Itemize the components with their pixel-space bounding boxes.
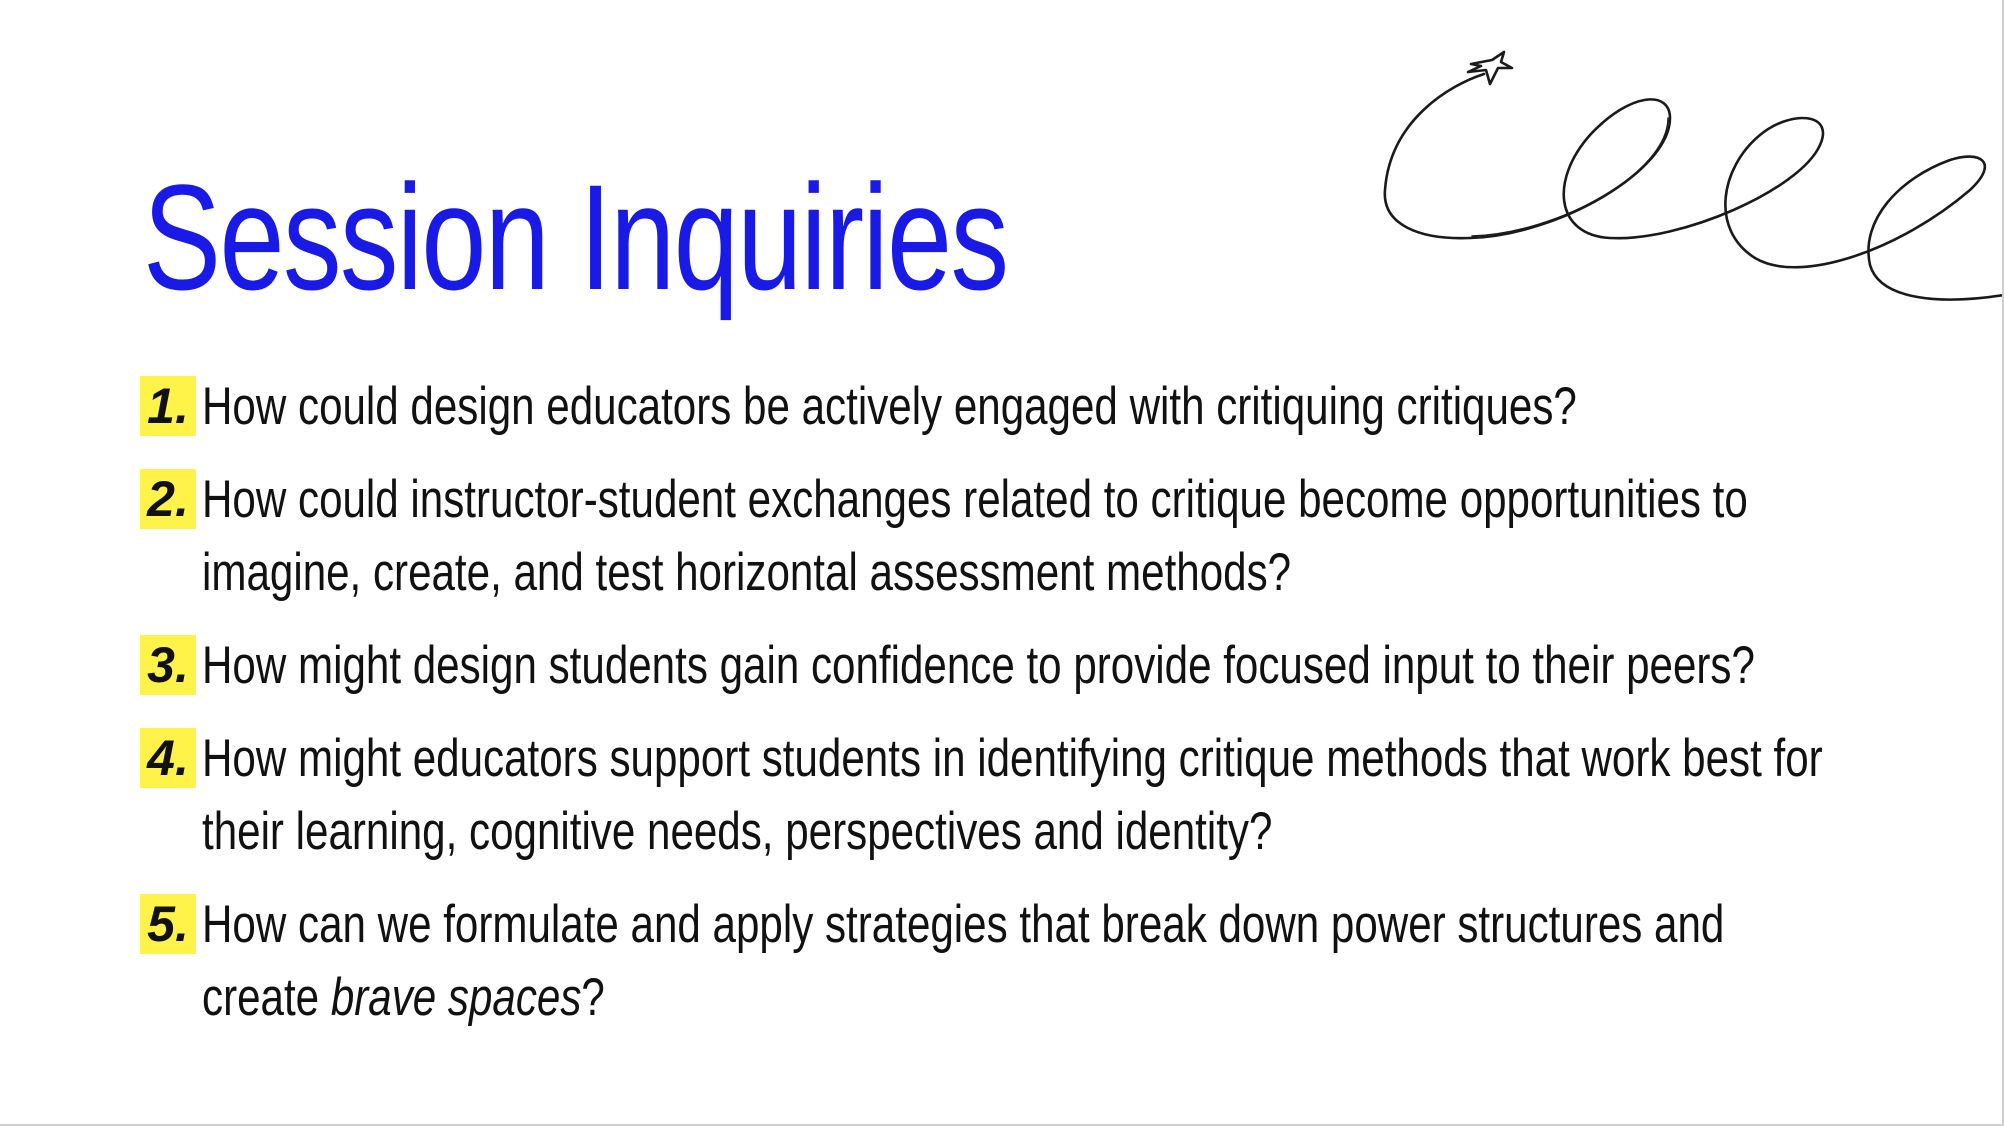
item-text-end: ? — [581, 968, 605, 1027]
item-text: How could instructor-student exchanges related to critique become opportunities to imagine, create, and test horizontal assessment methods? — [202, 470, 1748, 602]
item-text: How could design educators be actively engaged with critiquing critiques? — [202, 377, 1577, 436]
list-item — [140, 722, 1990, 868]
item-text: How might educators support students in identifying critique methods that work best for their learning, cognitive needs, perspectives and identity? — [202, 729, 1823, 861]
list-item — [140, 463, 1990, 609]
list-item — [140, 370, 1990, 443]
item-number-badge: 1. — [140, 376, 196, 436]
list-item — [140, 629, 1990, 702]
item-number-badge: 4. — [140, 728, 196, 788]
list-item — [140, 888, 1990, 1034]
loop-star-doodle-icon — [1380, 50, 2004, 330]
page-title: Session Inquiries — [143, 153, 1008, 321]
item-number-badge: 2. — [140, 469, 196, 529]
item-text-start: How can we formulate and apply strategies that break down power structures and create — [202, 895, 1725, 1027]
inquiry-list — [140, 370, 1990, 1054]
item-number-badge: 5. — [140, 894, 196, 954]
item-text: How might design students gain confidence to provide focused input to their peers? — [202, 636, 1755, 695]
item-text-emphasis: brave spaces — [330, 968, 582, 1027]
item-number-badge: 3. — [140, 635, 196, 695]
item-text — [202, 888, 1848, 1034]
